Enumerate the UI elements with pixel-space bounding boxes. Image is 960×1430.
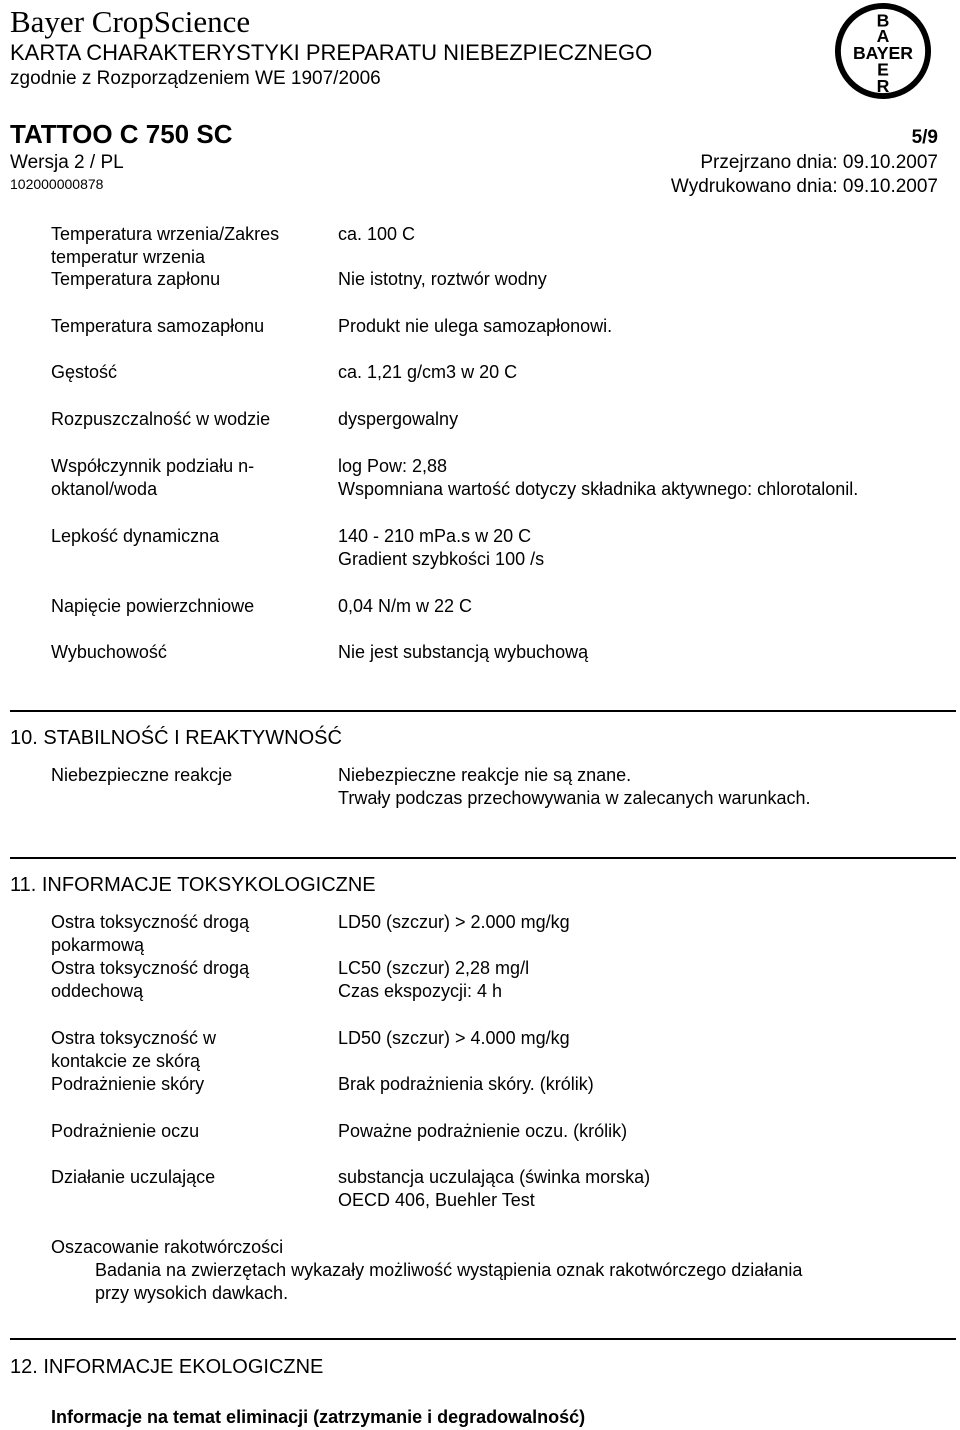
property-value: dyspergowalny (338, 409, 459, 429)
property-label: Rozpuszczalność w wodzie (51, 409, 271, 429)
carcinogenicity-text: Badania na zwierzętach wykazały możliwość wystąpienia oznak rakotwórczego działania przy wysokich dawkach. (95, 1260, 803, 1303)
logo-word-bayer: BAYER (852, 42, 914, 63)
company-name: Bayer CropScience (10, 4, 251, 39)
page-number: 5/9 (911, 127, 938, 148)
logo-letter-e: E (877, 59, 889, 80)
section-12-subtitle: Informacje na temat eliminacji (zatrzymanie i degradowalność) (51, 1407, 586, 1427)
section-divider (10, 710, 956, 712)
toxicity-value: Brak podrażnienia skóry. (królik) (338, 1074, 594, 1094)
property-label: Gęstość (51, 362, 118, 382)
property-value: Produkt nie ulega samozapłonowi. (338, 316, 613, 336)
section-11-title: 11. INFORMACJE TOKSYKOLOGICZNE (10, 874, 376, 896)
document-title: KARTA CHARAKTERYSTYKI PREPARATU NIEBEZPIECZNEGO (10, 40, 653, 65)
toxicity-label: Podrażnienie skóry (51, 1074, 205, 1094)
property-label: Temperatura wrzenia/Zakres temperatur wrzenia (51, 224, 280, 267)
property-value: ca. 100 C (338, 224, 416, 244)
property-value: log Pow: 2,88 Wspomniana wartość dotyczy składnika aktywnego: chlorotalonil. (338, 456, 859, 499)
property-value: 140 - 210 mPa.s w 20 C Gradient szybkości 100 /s (338, 526, 545, 569)
property-label: Temperatura samozapłonu (51, 316, 265, 336)
property-value: Nie jest substancją wybuchową (338, 642, 589, 662)
carcinogenicity-label: Oszacowanie rakotwórczości (51, 1237, 284, 1257)
toxicity-label: Podrażnienie oczu (51, 1121, 200, 1141)
logo-letter-a: A (876, 26, 890, 47)
regulation-reference: zgodnie z Rozporządzeniem WE 1907/2006 (10, 68, 381, 89)
logo-letter-r: R (876, 76, 890, 97)
product-name: TATTOO C 750 SC (10, 119, 233, 149)
section-10-title: 10. STABILNOŚĆ I REAKTYWNOŚĆ (10, 727, 342, 749)
toxicity-value: LD50 (szczur) > 4.000 mg/kg (338, 1028, 570, 1048)
bayer-cross-logo (834, 2, 932, 100)
version: Wersja 2 / PL (10, 152, 124, 173)
property-label: Wybuchowość (51, 642, 167, 662)
toxicity-label: Działanie uczulające (51, 1167, 216, 1187)
print-date: Wydrukowano dnia: 09.10.2007 (670, 176, 938, 197)
toxicity-value: LD50 (szczur) > 2.000 mg/kg (338, 912, 570, 932)
review-date: Przejrzano dnia: 09.10.2007 (700, 152, 938, 173)
property-label: Napięcie powierzchniowe (51, 596, 255, 616)
toxicity-value: Poważne podrażnienie oczu. (królik) (338, 1121, 628, 1141)
property-label: Współczynnik podziału n- oktanol/woda (51, 456, 255, 499)
property-value: ca. 1,21 g/cm3 w 20 C (338, 362, 518, 382)
section-divider (10, 857, 956, 859)
property-value: Niebezpieczne reakcje nie są znane. Trwały podczas przechowywania w zalecanych warunkach. (338, 765, 811, 808)
property-label: Niebezpieczne reakcje (51, 765, 233, 785)
property-label: Temperatura zapłonu (51, 269, 221, 289)
property-value: Nie istotny, roztwór wodny (338, 269, 547, 289)
toxicity-value: substancja uczulająca (świnka morska) OECD 406, Buehler Test (338, 1167, 651, 1210)
section-divider (10, 1338, 956, 1340)
toxicity-label: Ostra toksyczność w kontakcie ze skórą (51, 1028, 217, 1071)
toxicity-label: Ostra toksyczność drogą oddechową (51, 958, 250, 1001)
toxicity-label: Ostra toksyczność drogą pokarmową (51, 912, 250, 955)
toxicity-value: LC50 (szczur) 2,28 mg/l Czas ekspozycji: 4 h (338, 958, 530, 1001)
property-value: 0,04 N/m w 22 C (338, 596, 473, 616)
section-12-title: 12. INFORMACJE EKOLOGICZNE (10, 1356, 324, 1378)
property-label: Lepkość dynamiczna (51, 526, 220, 546)
document-number: 102000000878 (10, 176, 104, 192)
logo-letter-b: B (876, 10, 890, 31)
